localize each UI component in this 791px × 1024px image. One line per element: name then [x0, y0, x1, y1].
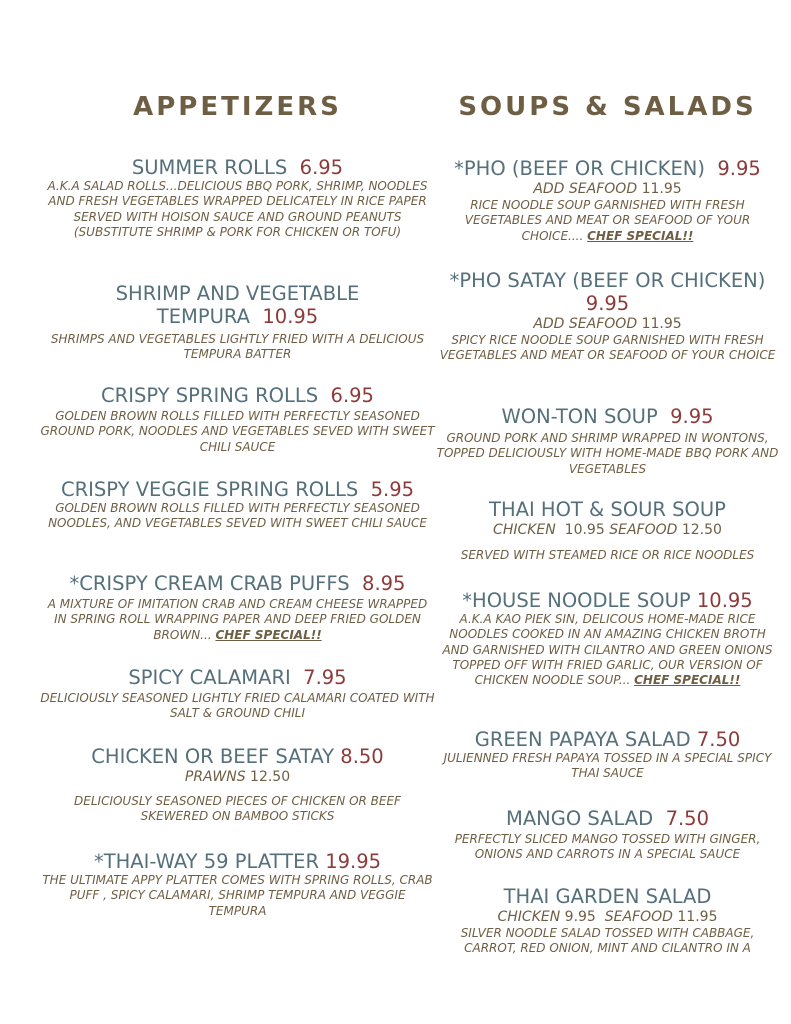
item-option-label: PRAWNS: [184, 769, 246, 785]
item-price: 9.95: [585, 292, 630, 315]
menu-item-mango-salad: [435, 807, 780, 863]
item-description: JULIENNED FRESH PAPAYA TOSSED IN A SPECIAL SPICY THAI SAUCE: [443, 751, 772, 781]
item-name: CHICKEN OR BEEF SATAY: [91, 745, 335, 768]
item-description: PERFECTLY SLICED MANGO TOSSED WITH GINGER, ONIONS AND CARROTS IN A SPECIAL SAUCE: [454, 832, 761, 862]
item-description: GOLDEN BROWN ROLLS FILLED WITH PERFECTLY SEASONED NOODLES, AND VEGETABLES SEVED WITH SWEET CHILI SAUCE: [48, 501, 427, 531]
menu-item-spring-rolls: [40, 384, 435, 455]
item-description: DELICIOUSLY SEASONED LIGHTLY FRIED CALAMARI COATED WITH SALT & GROUND CHILI: [40, 691, 435, 721]
soups-heading: SOUPS & SALADS: [458, 92, 757, 122]
item-price: 9.95: [670, 405, 714, 428]
item-name: *HOUSE NOODLE SOUP: [462, 589, 691, 612]
item-option-price: 9.95: [564, 909, 596, 925]
item-description: SHRIMPS AND VEGETABLES LIGHTLY FRIED WITH A DELICIOUS TEMPURA BATTER: [50, 332, 425, 362]
item-option-price: 11.95: [641, 181, 682, 197]
item-price: 6.95: [299, 156, 344, 179]
menu-item-garden-salad: [435, 885, 780, 955]
item-description: A.K.A SALAD ROLLS...DELICIOUS BBQ PORK, SHRIMP, NOODLES AND FRESH VEGETABLES WRAPPED DELICATELY IN RICE PAPER SERVED WITH HOISON SAUCE AND GROUND PEANUTS (SUBSTITUTE SHRIMP & PORK FOR CHICKEN OR TOFU): [47, 179, 428, 239]
item-name: CRISPY SPRING ROLLS: [101, 384, 319, 407]
item-description: RICE NOODLE SOUP GARNISHED WITH FRESH VEGETABLES AND MEAT OR SEAFOOD OF YOUR CHOICE....: [464, 198, 751, 243]
item-description: A MIXTURE OF IMITATION CRAB AND CREAM CHEESE WRAPPED IN SPRING ROLL WRAPPING PAPER AND DEEP FRIED GOLDEN BROWN...: [47, 597, 428, 642]
item-name: GREEN PAPAYA SALAD: [474, 728, 691, 751]
item-name-line2: TEMPURA: [156, 305, 250, 328]
item-price: 7.50: [665, 807, 709, 830]
menu-item-tempura: [40, 282, 435, 363]
item-name: CRISPY VEGGIE SPRING ROLLS: [60, 478, 359, 501]
menu-item-pho: [435, 157, 780, 244]
item-price: 9.95: [717, 157, 761, 180]
item-description: DELICIOUSLY SEASONED PIECES OF CHICKEN OR BEEF SKEWERED ON BAMBOO STICKS: [74, 794, 401, 824]
item-price: 7.95: [303, 666, 347, 689]
item-price: 8.50: [340, 745, 384, 768]
item-name: MANGO SALAD: [506, 807, 654, 830]
menu-item-veggie-rolls: [40, 478, 435, 532]
item-description: SERVED WITH STEAMED RICE OR RICE NOODLES: [460, 548, 755, 562]
item-price: 6.95: [330, 384, 374, 407]
menu-item-pho-satay: [435, 269, 780, 364]
item-option-price: 11.95: [677, 909, 718, 925]
chef-special-badge: CHEF SPECIAL!!: [634, 673, 741, 688]
item-price: 10.95: [696, 589, 753, 612]
menu-item-papaya-salad: [435, 728, 780, 782]
item-name: *THAI-WAY 59 PLATTER: [93, 850, 320, 873]
item-price: 7.50: [696, 728, 741, 751]
appetizers-heading: APPETIZERS: [133, 92, 342, 122]
item-option-price: 11.95: [641, 316, 682, 332]
item-name: THAI HOT & SOUR SOUP: [489, 498, 726, 521]
menu-item-crab-puffs: [40, 572, 435, 643]
item-option-label: CHICKEN: [497, 909, 561, 925]
menu-item-wonton: [435, 405, 780, 477]
menu-item-calamari: [40, 666, 435, 722]
item-name: *CRISPY CREAM CRAB PUFFS: [69, 572, 350, 595]
chef-special-badge: CHEF SPECIAL!!: [215, 627, 322, 642]
item-description: GROUND PORK AND SHRIMP WRAPPED IN WONTONS, TOPPED DELICIOUSLY WITH HOME-MADE BBQ PORK AND VEGETABLES: [436, 431, 779, 476]
item-price: 19.95: [325, 850, 382, 873]
item-option-label: SEAFOOD: [604, 909, 673, 925]
menu-item-house-noodle: [435, 589, 780, 688]
item-option-price: 10.95: [564, 522, 605, 538]
item-option-label: ADD SEAFOOD: [533, 181, 638, 197]
menu-item-hot-sour: [435, 498, 780, 563]
menu-item-platter: [40, 850, 435, 919]
item-price: 10.95: [262, 305, 319, 328]
menu-item-summer-rolls: [40, 156, 435, 240]
item-option-label: ADD SEAFOOD: [533, 316, 638, 332]
item-name: WON-TON SOUP: [501, 405, 658, 428]
item-name: SPICY CALAMARI: [128, 666, 291, 689]
item-option-price: 12.50: [250, 769, 291, 785]
item-name: *PHO SATAY (BEEF OR CHICKEN): [449, 269, 766, 292]
item-description: THE ULTIMATE APPY PLATTER COMES WITH SPRING ROLLS, CRAB PUFF , SPICY CALAMARI, SHRIMP TEMPURA AND VEGGIE TEMPURA: [42, 873, 433, 918]
item-name: SHRIMP AND VEGETABLE: [115, 282, 360, 305]
item-description: SILVER NOODLE SALAD TOSSED WITH CABBAGE, CARROT, RED ONION, MINT AND CILANTRO IN A: [460, 926, 755, 955]
item-option-label: SEAFOOD: [609, 522, 678, 538]
item-description: SPICY RICE NOODLE SOUP GARNISHED WITH FRESH VEGETABLES AND MEAT OR SEAFOOD OF YOUR CHOICE: [439, 333, 776, 363]
chef-special-badge: CHEF SPECIAL!!: [587, 228, 694, 243]
item-name: *PHO (BEEF OR CHICKEN): [454, 157, 705, 180]
item-name: THAI GARDEN SALAD: [503, 885, 712, 908]
item-name: SUMMER ROLLS: [131, 156, 288, 179]
item-description: GOLDEN BROWN ROLLS FILLED WITH PERFECTLY SEASONED GROUND PORK, NOODLES AND VEGETABLES SEVED WITH SWEET CHILI SAUCE: [40, 409, 435, 454]
item-option-price: 12.50: [681, 522, 722, 538]
menu-item-satay: [40, 745, 435, 825]
item-option-label: CHICKEN: [493, 522, 556, 538]
item-price: 5.95: [370, 478, 415, 501]
item-description: A.K.A KAO PIEK SIN, DELICOUS HOME-MADE RICE NOODLES COOKED IN AN AMAZING CHICKEN BROTH AND GARNISHED WITH CILANTRO AND GREEN ONIONS TOPPED OFF WITH FRIED GARLIC, OUR VERSION OF CHICKEN NOODLE SOUP...: [442, 612, 773, 688]
item-price: 8.95: [362, 572, 406, 595]
